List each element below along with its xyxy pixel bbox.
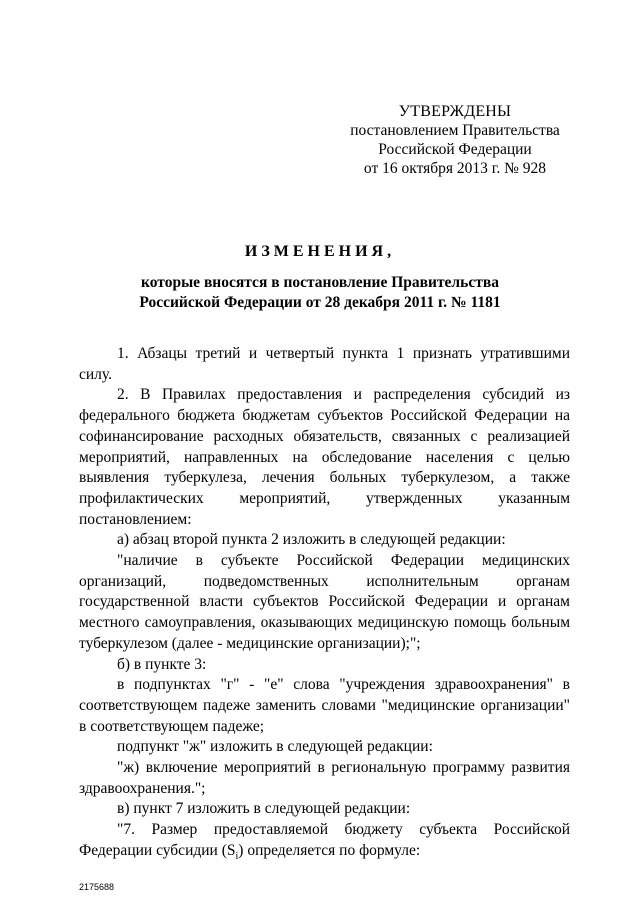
- subtitle-line-1: которые вносятся в постановление Правительства: [141, 274, 499, 291]
- footer-code: 2175688: [79, 882, 115, 892]
- paragraph-10-text-before: "7. Размер предоставляемой бюджету субъекта Российской Федерации субсидии (S: [79, 821, 570, 859]
- paragraph-3: а) абзац второй пункта 2 изложить в следующей редакции:: [117, 531, 506, 549]
- paragraph-5: б) в пункте 3:: [117, 655, 207, 673]
- approval-heading: УТВЕРЖДЕНЫ: [398, 103, 512, 120]
- paragraph-2: 2. В Правилах предоставления и распределения субсидий из федерального бюджета бюджетам субъектов Российской Федерации на софинансирование расходных обязательств, связанных с реализацией мероприятий, направленных на обследование населения с целью выявления туберкулеза, лечения больных туберкулезом, а также профилактических мероприятий, утвержденных указанным постановлением:: [79, 386, 570, 528]
- document-body: [79, 344, 570, 868]
- approval-line-2: Российской Федерации: [378, 141, 532, 158]
- subtitle-line-2: Российской Федерации от 28 декабря 2011 г. № 1181: [139, 294, 501, 311]
- subscript-i: i: [235, 850, 239, 862]
- paragraph-1: 1. Абзацы третий и четвертый пункта 1 признать утратившими силу.: [79, 345, 570, 383]
- document-subtitle: [70, 273, 570, 313]
- approval-block: [300, 102, 610, 178]
- paragraph-10: [79, 820, 570, 868]
- approval-line-1: постановлением Правительства: [350, 122, 560, 139]
- approval-line-3: от 16 октября 2013 г. № 928: [363, 160, 547, 177]
- paragraph-4: "наличие в субъекте Российской Федерации медицинских организаций, подведомственных исполнительным органам государственной власти субъектов Российской Федерации и органам местного самоуправления, оказывающих медицинскую помощь больным туберкулезом (далее - медицинские организации);";: [79, 552, 570, 652]
- paragraph-10-text-after: ) определяется по формуле:: [238, 841, 421, 859]
- paragraph-8: "ж) включение мероприятий в региональную программу развития здравоохранения.";: [79, 759, 570, 797]
- paragraph-6: в подпунктах "г" - "е" слова "учреждения здравоохранения" в соответствующем падеже заменить словами "медицинские организации" в соответствующем падеже;: [79, 676, 570, 735]
- paragraph-9: в) пункт 7 изложить в следующей редакции:: [117, 800, 411, 818]
- document-title: ИЗМЕНЕНИЯ,: [244, 243, 396, 260]
- paragraph-7: подпункт "ж" изложить в следующей редакции:: [117, 738, 433, 756]
